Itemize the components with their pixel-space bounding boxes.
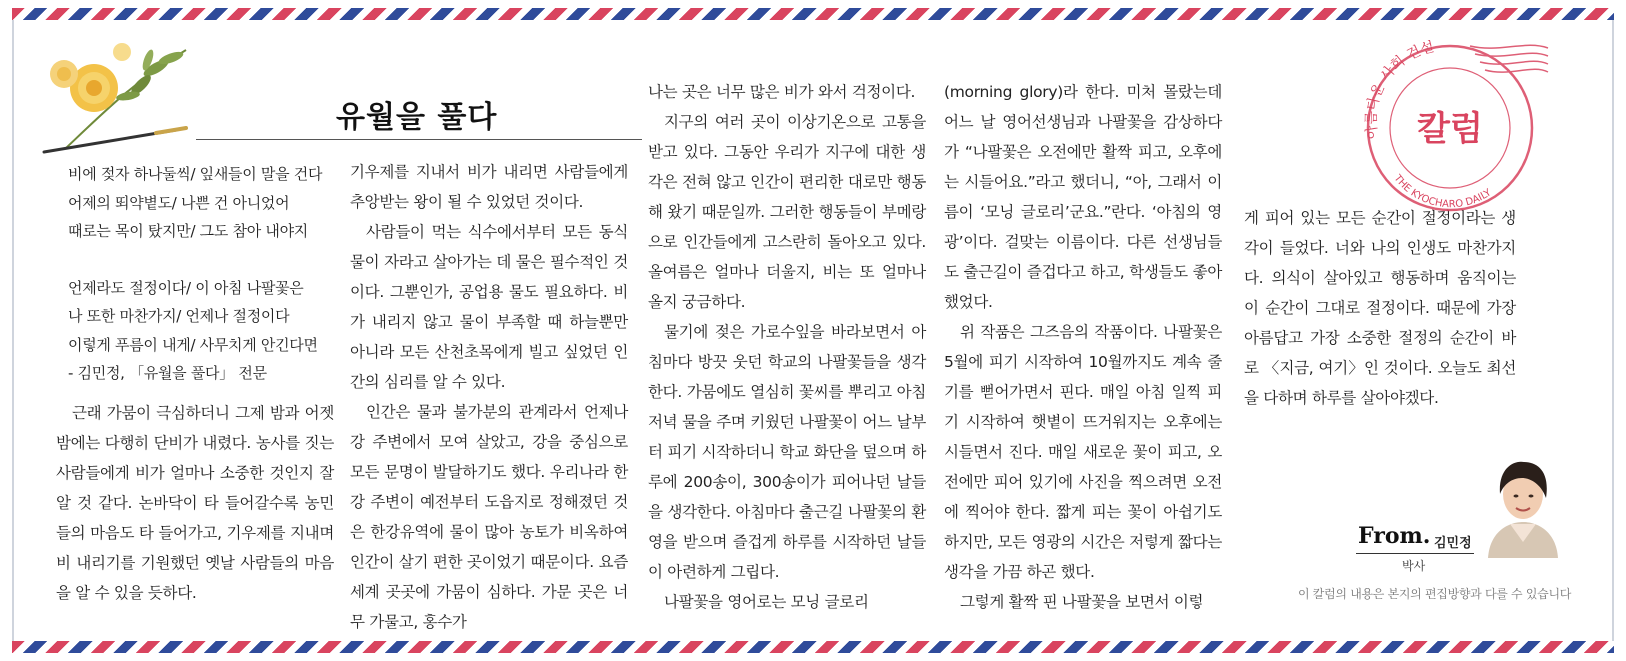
author-title: 박사 — [1402, 559, 1426, 573]
poem-stanza-break — [68, 246, 336, 274]
paragraph: 게 피어 있는 모든 순간이 절정이라는 생각이 들었다. 너와 나의 인생도 마찬가지다. 의식이 살아있고 행동하며 움직이는 이 순간이 그대로 절정이다. 때문에 가장 아름답고 가장 소중한 절정의 순간이 바로 〈지금, 여기〉인 것이다. 오늘도 최선을 다하며 하루를 살아야겠다. — [1244, 209, 1516, 407]
from-label: From. — [1358, 523, 1431, 549]
column-5 — [1244, 203, 1516, 413]
author-photo — [1480, 450, 1566, 558]
poem-line: 때로는 목이 탔지만/ 그도 참아 내야지 — [68, 222, 308, 240]
paragraph: 물기에 젖은 가로수잎을 바라보면서 아침마다 방끗 웃던 학교의 나팔꽃들을 생각한다. 가뭄에도 열심히 꽃씨를 뿌리고 아침저녁 물을 주며 키웠던 나팔꽃이 어느 날부터 피기 시작하더니 학교 화단을 덮으며 하루에 200송이, 300송이가 피어나던 날들을 생각한다. 아침마다 출근길 나팔꽃의 환영을 받으며 즐겁게 하루를 시작하던 날들이 아련하게 그립다. — [648, 323, 926, 581]
paragraph: 기우제를 지내서 비가 내리면 사람들에게 추앙받는 왕이 될 수 있었던 것이다. — [350, 163, 628, 211]
paragraph: 나는 곳은 너무 많은 비가 와서 걱정이다. — [648, 83, 916, 101]
paragraph: 나팔꽃을 영어로는 모닝 글로리 — [664, 593, 869, 611]
paragraph: 위 작품은 그즈음의 작품이다. 나팔꽃은 5월에 피기 시작하여 10월까지도 계속 줄기를 뻗어가면서 핀다. 매일 아침 일찍 피기 시작하여 햇볕이 뜨거워지는 오후에는 시들면서 진다. 매일 새로운 꽃이 피고, 오전에만 피어 있기에 사진을 찍으려면 오전에 찍어야 한다. 짧게 피는 꽃이 아쉽기도 하지만, 모든 영광의 시간은 저렇게 짧다는 생각을 가끔 하곤 했다. — [944, 323, 1222, 581]
title-divider — [196, 139, 642, 140]
stamp-arc-text: 아름다운 사회 건설 — [1363, 39, 1436, 141]
column-4 — [944, 77, 1222, 617]
paragraph: 사람들이 먹는 식수에서부터 모든 동식물이 자라고 살아가는 데 물은 필수적인 것이다. 그뿐인가, 공업용 물도 필요하다. 비가 내리지 않고 물이 부족할 때 하늘뿐만 아니라 모든 산천초목에게 빌고 싶었던 인간의 심리를 알 수 있다. — [350, 223, 628, 391]
paragraph: 그렇게 활짝 핀 나팔꽃을 보면서 이렇 — [960, 593, 1204, 611]
airmail-stripe-bottom — [12, 641, 1614, 653]
column-3 — [648, 77, 926, 617]
paragraph: (morning glory)라 한다. 미처 몰랐는데 어느 날 영어선생님과 나팔꽃을 감상하다가 “나팔꽃은 오전에만 활짝 피고, 오후에는 시들어요.”라고 했더니, “아, 그래서 이름이 ‘모닝 글로리’군요.”란다. ‘아침의 영광’이다. 걸맞는 이름이다. 다른 선생님들도 출근길이 즐겁다고 하고, 학생들도 좋아했었다. — [944, 83, 1222, 311]
author-divider — [1356, 553, 1474, 554]
poem-line: 비에 젖자 하나둘씩/ 잎새들이 말을 건다 — [68, 165, 323, 183]
poem-line: 어제의 뙤약볕도/ 나쁜 건 아니었어 — [68, 193, 290, 212]
flower-pen-illustration — [36, 30, 196, 160]
column-1 — [56, 398, 334, 608]
author-name: 김민정 — [1434, 536, 1472, 551]
airmail-stripe-top — [12, 8, 1614, 20]
poem-line: 이렇게 푸름이 내게/ 사무치게 안긴다면 — [68, 335, 318, 354]
paragraph: 지구의 여러 곳이 이상기온으로 고통을 받고 있다. 그동안 우리가 지구에 대한 생각은 전혀 않고 인간이 편리한 대로만 행동해 왔기 때문일까. 그러한 행동들이 부메랑으로 인간들에게 고스란히 돌아오고 있다. 올여름은 얼마나 더울지, 비는 또 얼마나 올지 궁금하다. — [648, 113, 926, 311]
poem-block — [68, 160, 336, 388]
stamp-english-text: THE KYOCHARO DAILY — [1391, 173, 1494, 211]
paragraph: 인간은 물과 불가분의 관계라서 언제나 강 주변에서 모여 살았고, 강을 중심으로 모든 문명이 발달하기도 했다. 우리나라 한강 주변이 예전부터 도읍지로 정해졌던 것은 한강유역에 물이 많아 농토가 비옥하여 인간이 살기 편한 곳이었기 때문이다. 요즘 세계 곳곳에 가뭄이 심하다. 가문 곳은 너무 가물고, 홍수가 — [350, 403, 628, 631]
poem-line: 나 또한 마찬가지/ 언제나 절정이다 — [68, 307, 290, 325]
poem-line: 언제라도 절정이다/ 이 아침 나팔꽃은 — [68, 278, 304, 297]
disclaimer-text: 이 칼럼의 내용은 본지의 편집방향과 다를 수 있습니다 — [1298, 587, 1572, 601]
stamp-main-text: 칼럼 — [1417, 109, 1483, 149]
paragraph: 근래 가뭄이 극심하더니 그제 밤과 어젯밤에는 다행히 단비가 내렸다. 농사를 짓는 사람들에게 비가 얼마나 소중한 것인지 잘 알 것 같다. 논바닥이 타 들어갈수록 농민들의 마음도 타 들어가고, 기우제를 지내며 비 내리기를 기원했던 옛날 사람들의 마음을 알 수 있을 듯하다. — [56, 404, 334, 602]
column-2 — [350, 157, 628, 637]
poem-citation: - 김민정, 「유월을 풀다」 전문 — [68, 364, 267, 382]
column-stamp — [1350, 28, 1550, 228]
article-title: 유월을 풀다 — [336, 100, 498, 135]
